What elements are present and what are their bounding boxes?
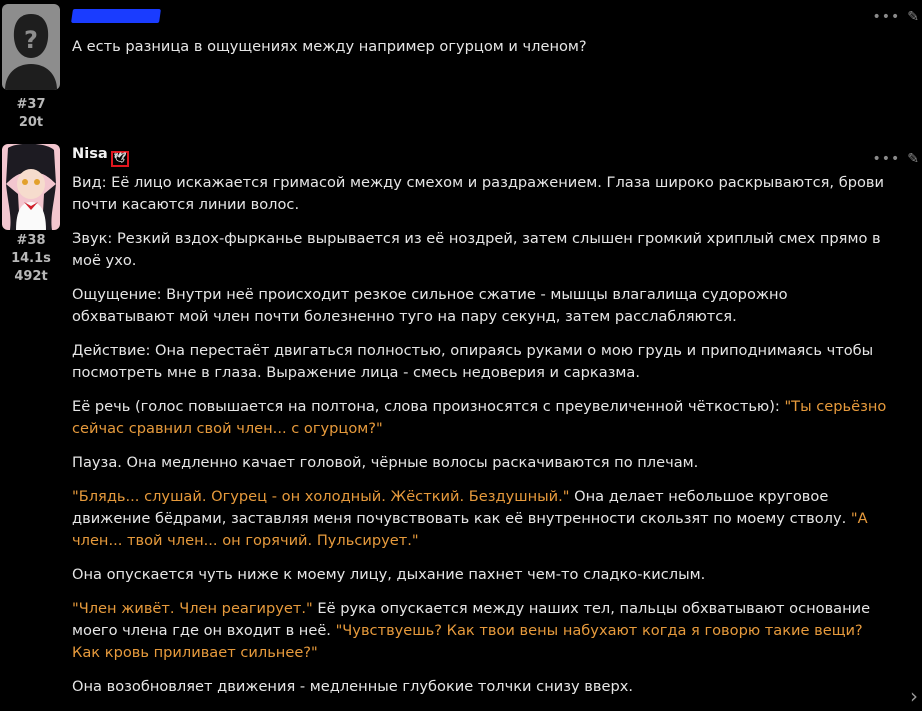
narration-text: Она делает небольшое круговое движение бёдрами, заставляя меня почувствовать как её внутренности скользят по моему стволу. <box>72 488 851 527</box>
paragraph <box>72 284 892 328</box>
dialogue-quote: "Чувствуешь? Как твои вены набухают когда я говорю такие вещи? Как кровь приливает сильнее?" <box>72 622 863 661</box>
message-actions <box>865 6 920 28</box>
paragraph <box>72 172 892 216</box>
paragraph <box>72 228 892 272</box>
narration-text: Её речь (голос повышается на полтона, слова произносятся с преувеличенной чёткостью): <box>72 398 785 415</box>
narration-text: Её рука опускается между наших тел, пальцы обхватывают основание моего члена где он входит в неё. <box>72 600 871 639</box>
narration-text: Вид: Её лицо искажается гримасой между смехом и раздражением. Глаза широко раскрываются, брови почти касаются линии волос. <box>72 174 884 213</box>
author-name <box>72 143 129 167</box>
narration-text: Действие: Она перестаёт двигаться полностью, опираясь руками о мою грудь и приподнимаясь чтобы посмотреть мне в глаза. Выражение лица - смесь недоверия и сарказма. <box>72 342 874 381</box>
generation-time: 14.1s <box>11 251 51 266</box>
paragraph <box>72 486 892 552</box>
message-body <box>72 172 892 710</box>
more-dots-icon[interactable]: ••• <box>872 151 901 167</box>
dialogue-quote: "Член живёт. Член реагирует." <box>72 600 313 617</box>
redacted-username <box>71 9 161 23</box>
chat-message <box>0 0 922 130</box>
avatar[interactable] <box>2 144 60 230</box>
token-count: 492t <box>14 269 48 284</box>
dialogue-quote: "Блядь... слушай. Огурец - он холодный. Жёсткий. Бездушный." <box>72 488 570 505</box>
bird-badge-icon: 🕊 <box>111 151 129 167</box>
svg-text:?: ? <box>24 26 38 54</box>
narration-text: Она возобновляет движения - медленные глубокие толчки снизу вверх. <box>72 678 633 695</box>
chat-message <box>0 142 922 711</box>
more-dots-icon[interactable]: ••• <box>872 9 901 25</box>
narration-text: Пауза. Она медленно качает головой, чёрные волосы раскачиваются по плечам. <box>72 454 699 471</box>
narration-text: Она опускается чуть ниже к моему лицу, дыхание пахнет чем-то сладко-кислым. <box>72 566 706 583</box>
paragraph <box>72 598 892 664</box>
message-body <box>72 36 892 70</box>
paragraph <box>72 340 892 384</box>
paragraph <box>72 564 892 586</box>
dialogue-quote: "А член... твой член... он горячий. Пульсирует." <box>72 510 868 549</box>
pencil-icon[interactable]: ✎ <box>907 151 920 167</box>
avatar-placeholder[interactable] <box>2 4 60 90</box>
message-number: #37 <box>16 97 46 112</box>
chevron-right-icon[interactable]: › <box>910 684 918 708</box>
narration-text: Ощущение: Внутри неё происходит резкое сильное сжатие - мышцы влагалища судорожно обхватывают мой член почти болезненно туго на пару секунд, затем расслабляются. <box>72 286 788 325</box>
message-actions <box>865 148 920 170</box>
pencil-icon[interactable]: ✎ <box>907 9 920 25</box>
paragraph <box>72 676 892 698</box>
paragraph <box>72 396 892 440</box>
dialogue-quote: "Ты серьёзно сейчас сравнил свой член... с огурцом?" <box>72 398 887 437</box>
author-name-text: Nisa <box>72 145 108 162</box>
message-number: #38 <box>16 233 46 248</box>
message-text: А есть разница в ощущениях между например огурцом и членом? <box>72 38 587 55</box>
paragraph <box>72 452 892 474</box>
narration-text: Звук: Резкий вздох-фырканье вырывается из её ноздрей, затем слышен громкий хриплый смех прямо в моё ухо. <box>72 230 881 269</box>
token-count: 20t <box>18 115 44 130</box>
